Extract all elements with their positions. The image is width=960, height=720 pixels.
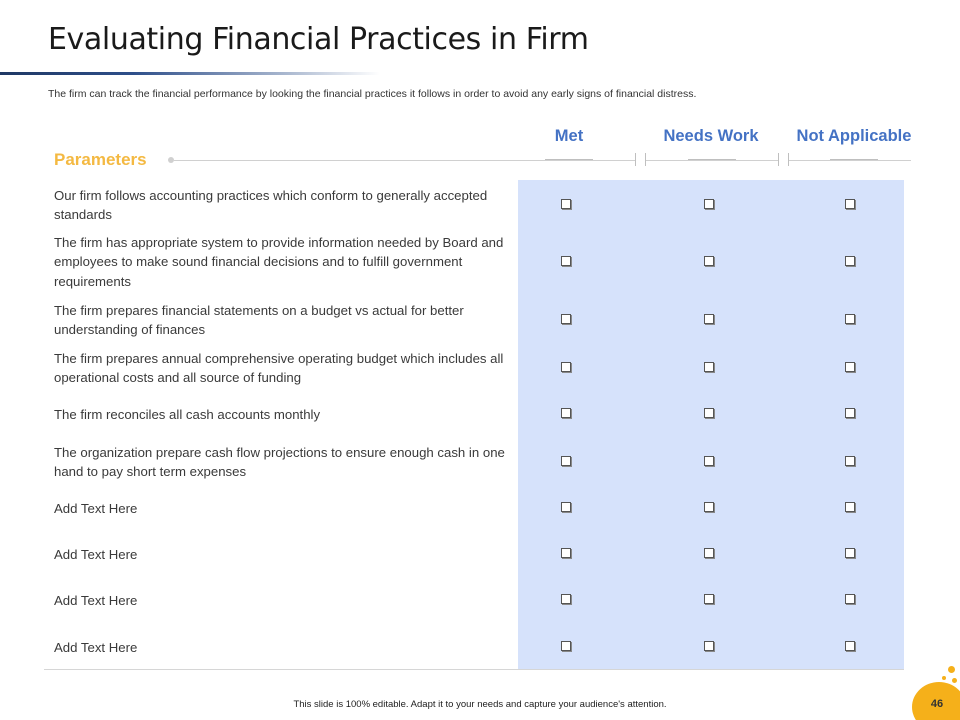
checkbox-icon[interactable] <box>845 362 855 372</box>
checkbox-icon[interactable] <box>704 548 714 558</box>
checkbox-icon[interactable] <box>845 594 855 604</box>
slide-title: Evaluating Financial Practices in Firm <box>48 22 589 57</box>
table-row <box>0 231 960 293</box>
checkbox-icon[interactable] <box>561 408 571 418</box>
decorative-dot <box>942 676 946 680</box>
divider-tick <box>788 153 789 166</box>
parameter-text: The organization prepare cash flow projections to ensure enough cash in one hand to pay short term expenses <box>54 444 505 479</box>
parameters-divider <box>174 160 636 161</box>
checkbox-icon[interactable] <box>704 314 714 324</box>
divider-tick <box>645 153 646 166</box>
header-divider-3 <box>789 160 911 161</box>
checkbox-icon[interactable] <box>845 548 855 558</box>
table-row <box>0 345 960 391</box>
checkbox-icon[interactable] <box>561 256 571 266</box>
checkbox-icon[interactable] <box>845 641 855 651</box>
column-header-met: Met <box>554 127 584 145</box>
checkbox-icon[interactable] <box>561 362 571 372</box>
checkbox-icon[interactable] <box>704 362 714 372</box>
parameter-text: The firm has appropriate system to provide information needed by Board and employees to make sound financial decisions and to fulfill government requirements <box>54 234 504 289</box>
checkbox-icon[interactable] <box>845 256 855 266</box>
parameter-text: The firm prepares annual comprehensive operating budget which includes all operational costs and all source of funding <box>54 350 504 385</box>
checkbox-icon[interactable] <box>704 408 714 418</box>
table-row <box>0 629 960 667</box>
checkbox-icon[interactable] <box>704 199 714 209</box>
table-row <box>0 536 960 574</box>
page-number: 46 <box>930 698 944 710</box>
checkbox-icon[interactable] <box>845 502 855 512</box>
title-underline <box>0 72 380 75</box>
table-row <box>0 439 960 485</box>
checkbox-icon[interactable] <box>561 456 571 466</box>
checkbox-icon[interactable] <box>704 502 714 512</box>
checkbox-icon[interactable] <box>561 314 571 324</box>
slide-subtitle: The firm can track the financial performance by looking the financial practices it follows in order to avoid any early signs of financial distress. <box>48 88 697 100</box>
checkbox-icon[interactable] <box>704 256 714 266</box>
checkbox-icon[interactable] <box>561 594 571 604</box>
checkbox-icon[interactable] <box>561 502 571 512</box>
table-row <box>0 582 960 620</box>
parameter-text: Add Text Here <box>54 593 138 609</box>
checkbox-icon[interactable] <box>561 641 571 651</box>
parameter-text: Add Text Here <box>54 547 138 563</box>
header-divider-2 <box>645 160 779 161</box>
checkbox-icon[interactable] <box>704 456 714 466</box>
parameter-text: The firm reconciles all cash accounts monthly <box>54 407 321 423</box>
decorative-dot <box>948 666 955 673</box>
checkbox-icon[interactable] <box>561 199 571 209</box>
parameter-text: Add Text Here <box>54 640 138 656</box>
decorative-dot <box>952 678 957 683</box>
parameters-label: Parameters <box>54 150 147 169</box>
checkbox-icon[interactable] <box>845 199 855 209</box>
checkbox-icon[interactable] <box>704 594 714 604</box>
table-row <box>0 396 960 434</box>
column-header-needs-work: Needs Work <box>663 127 759 145</box>
checkbox-icon[interactable] <box>561 548 571 558</box>
checkbox-icon[interactable] <box>704 641 714 651</box>
table-row <box>0 490 960 528</box>
table-row <box>0 297 960 343</box>
divider-tick <box>635 153 636 166</box>
divider-tick <box>778 153 779 166</box>
table-row <box>0 182 960 228</box>
parameter-text: Our firm follows accounting practices which conform to generally accepted standards <box>54 187 488 222</box>
column-header-not-applicable: Not Applicable <box>796 127 912 145</box>
table-bottom-rule <box>44 669 904 670</box>
parameter-text: The firm prepares financial statements on a budget vs actual for better understanding of finances <box>54 302 464 337</box>
checkbox-icon[interactable] <box>845 314 855 324</box>
checkbox-icon[interactable] <box>845 408 855 418</box>
parameter-text: Add Text Here <box>54 501 138 517</box>
checkbox-icon[interactable] <box>845 456 855 466</box>
slide-footer: This slide is 100% editable. Adapt it to your needs and capture your audience's attention. <box>293 699 667 710</box>
